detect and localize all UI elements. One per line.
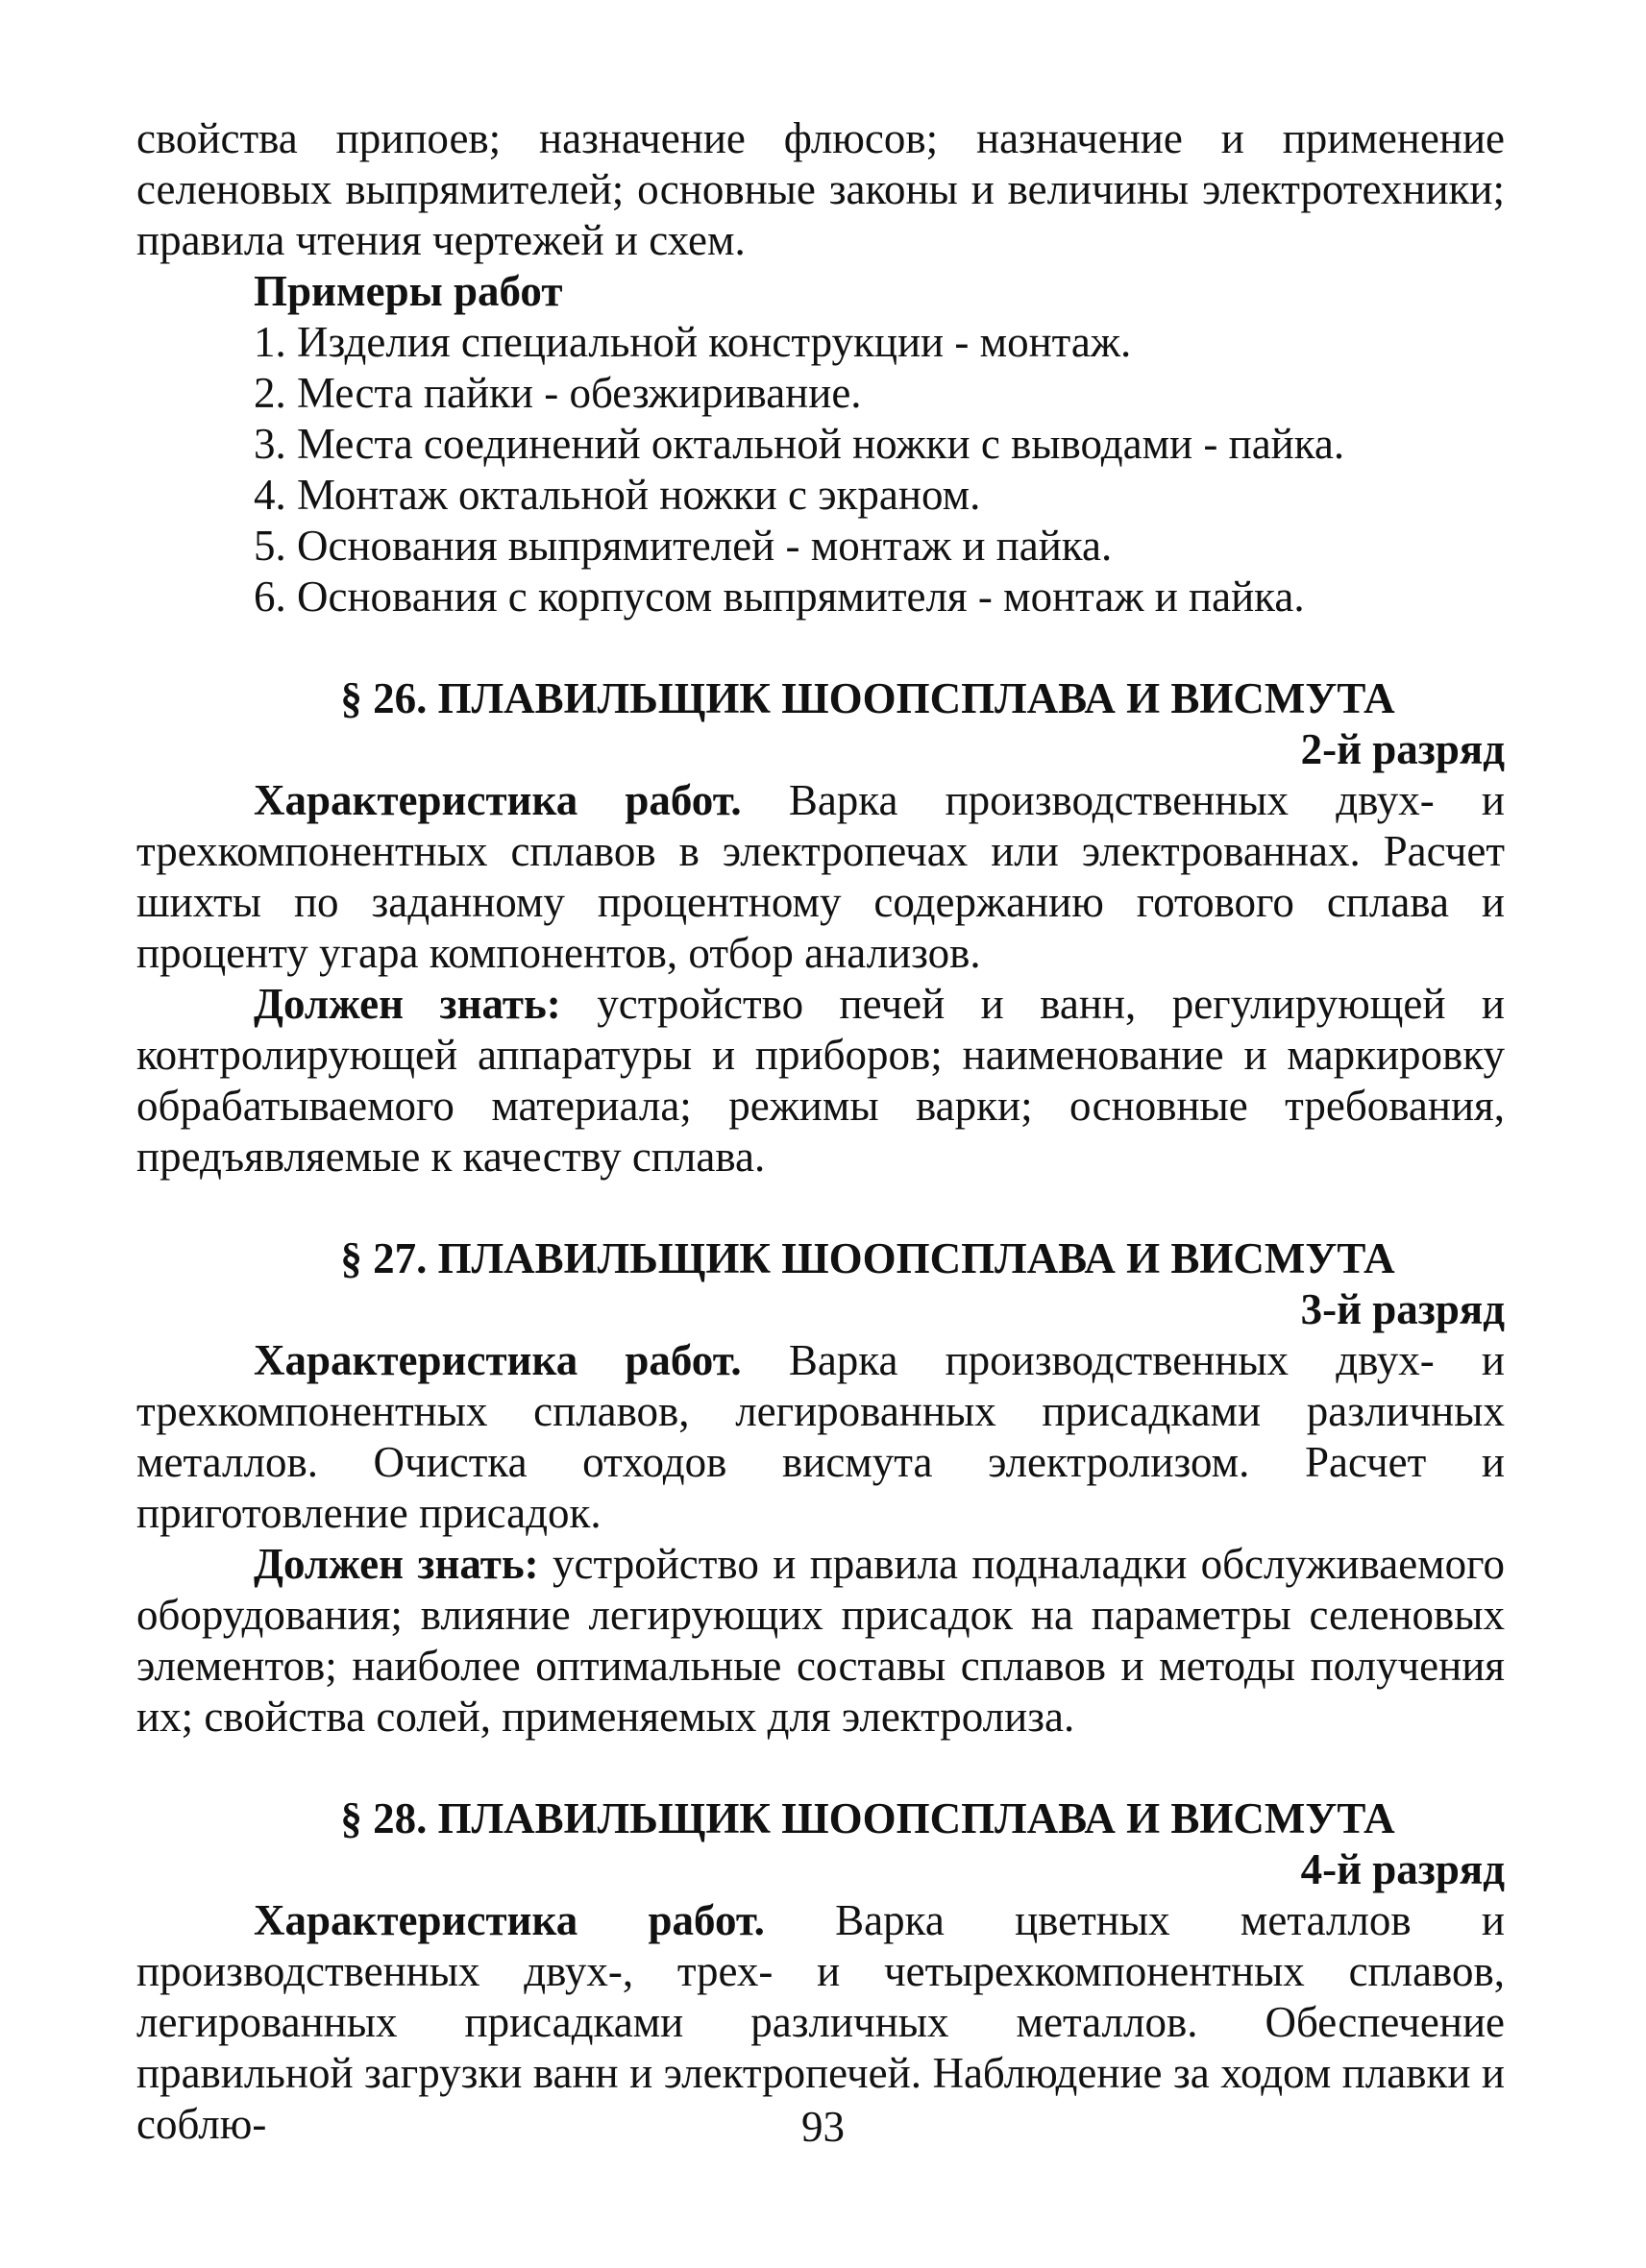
required-knowledge: [136, 1539, 1505, 1743]
grade-label: 2-й разряд: [1300, 725, 1505, 773]
section-title: § 26. ПЛАВИЛЬЩИК ШООПСПЛАВА И ВИСМУТА: [340, 674, 1395, 722]
characteristics-label: Характеристика работ.: [254, 1336, 742, 1384]
grade-label: 3-й разряд: [1300, 1285, 1505, 1333]
characteristics-text: Варка цветных металлов и производственных двух-, трех- и четырехкомпонентных сплавов, легированных присадками различных металлов. Обеспечение правильной загрузки ванн и электропечей. Наблюдение за ходом плавки и соблю-: [136, 1896, 1505, 2148]
example-item: 3. Места соединений октальной ножки с выводами - пайка.: [254, 420, 1345, 468]
example-item: 1. Изделия специальной конструкции - монтаж.: [254, 318, 1132, 366]
work-characteristics: [136, 775, 1505, 979]
characteristics-label: Характеристика работ.: [254, 1896, 765, 1944]
example-item: 5. Основания выпрямителей - монтаж и пайка.: [254, 522, 1113, 570]
section-title: § 27. ПЛАВИЛЬЩИК ШООПСПЛАВА И ВИСМУТА: [340, 1234, 1395, 1282]
page-number: 93: [801, 2103, 845, 2151]
characteristics-label: Характеристика работ.: [254, 776, 742, 824]
example-item: 2. Места пайки - обезжиривание.: [254, 369, 862, 417]
knowledge-label: Должен знать:: [254, 980, 561, 1028]
intro-paragraph: свойства припоев; назначение флюсов; назначение и применение селеновых выпрямителей; основные законы и величины электротехники; правила чтения чертежей и схем.: [136, 114, 1505, 264]
example-item: 6. Основания с корпусом выпрямителя - монтаж и пайка.: [254, 573, 1305, 621]
grade-label: 4-й разряд: [1300, 1845, 1505, 1893]
work-characteristics: [136, 1335, 1505, 1539]
characteristics-text: Варка производственных двух- и трехкомпонентных сплавов, легированных присадками различных металлов. Очистка отходов висмута электролизом. Расчет и приготовление присадок.: [136, 1336, 1505, 1537]
characteristics-text: Варка производственных двух- и трехкомпонентных сплавов в электропечах или электрованнах. Расчет шихты по заданному процентному содержанию готового сплава и проценту угара компонентов, отбор анализов.: [136, 776, 1505, 977]
examples-list: [136, 317, 1505, 622]
examples-heading: Примеры работ: [254, 267, 563, 315]
section-title: § 28. ПЛАВИЛЬЩИК ШООПСПЛАВА И ВИСМУТА: [340, 1794, 1395, 1842]
example-item: 4. Монтаж октальной ножки с экраном.: [254, 471, 981, 519]
knowledge-text: устройство и правила подналадки обслуживаемого оборудования; влияние легирующих присадок на параметры селеновых элементов; наиболее оптимальные составы сплавов и методы получения их; свойства солей, применяемых для электролиза.: [136, 1540, 1505, 1741]
knowledge-text: устройство печей и ванн, регулирующей и контролирующей аппаратуры и приборов; наименование и маркировку обрабатываемого материала; режимы варки; основные требования, предъявляемые к качеству сплава.: [136, 980, 1505, 1181]
required-knowledge: [136, 979, 1505, 1183]
knowledge-label: Должен знать:: [254, 1540, 539, 1588]
page-content: [136, 113, 1505, 2150]
